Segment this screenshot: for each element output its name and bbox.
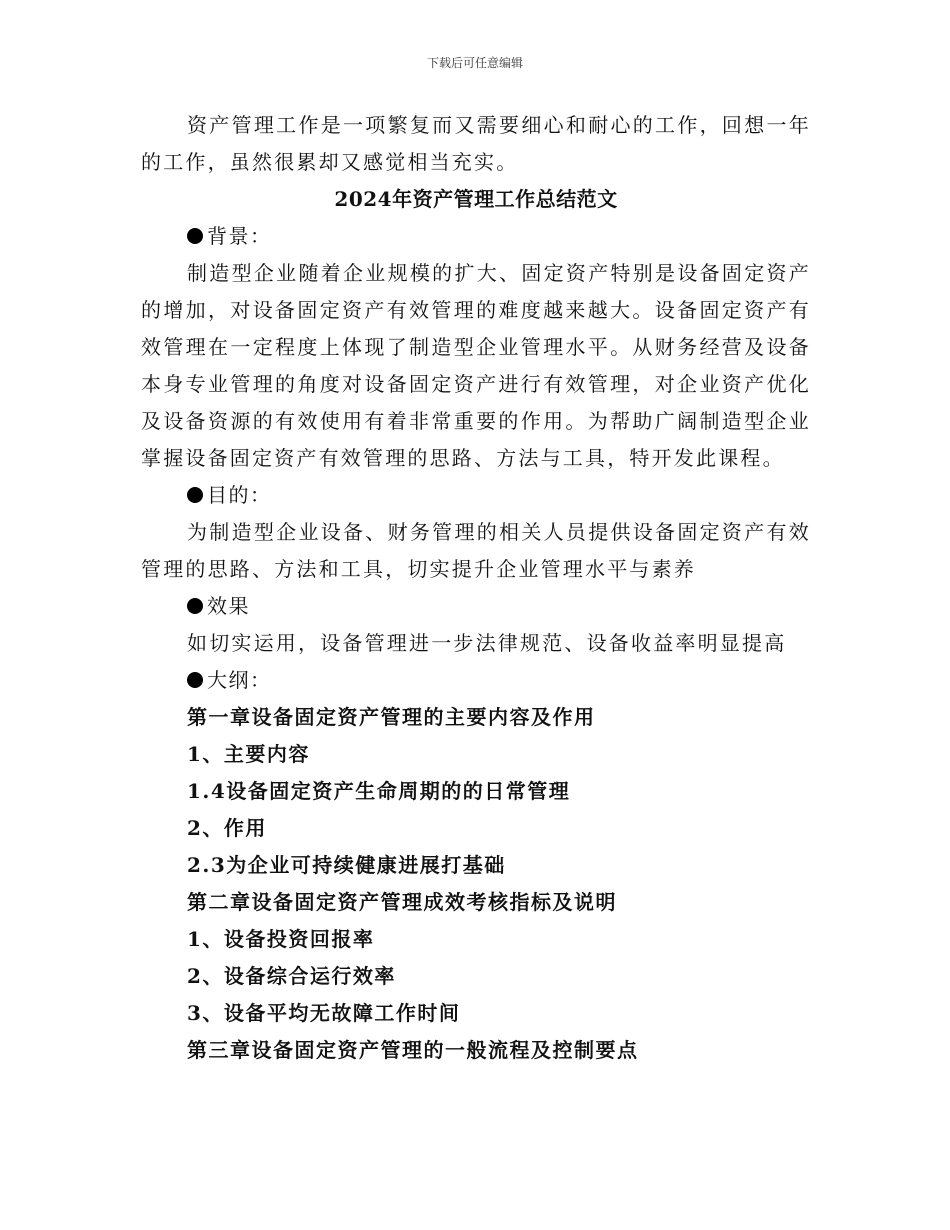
background-paragraph: 制造型企业随着企业规模的扩大、固定资产特别是设备固定资产的增加，对设备固定资产有效管理的难度越来越大。设备固定资产有效管理在一定程度上体现了制造型企业管理水平。从财务经营及设备本身专业管理的角度对设备固定资产进行有效管理，对企业资产优化及设备资源的有效使用有着非常重要的作用。为帮助广阔制造型企业掌握设备固定资产有效管理的思路、方法与工具，特开发此课程。 [141, 261, 811, 470]
document-body [141, 107, 811, 1069]
outline-item: 1、设备投资回报率 [187, 927, 375, 951]
background-heading [141, 218, 811, 255]
intro-paragraph: 资产管理工作是一项繁复而又需要细心和耐心的工作，回想一年的工作，虽然很累却又感觉相当充实。 [141, 113, 811, 174]
goal-paragraph: 为制造型企业设备、财务管理的相关人员提供设备固定资产有效管理的思路、方法和工具，切实提升企业管理水平与素养 [141, 520, 811, 581]
outline-item: 第二章设备固定资产管理成效考核指标及说明 [187, 890, 617, 914]
goal-label: 目的： [207, 483, 272, 507]
page-header: 下载后可任意编辑 [426, 56, 523, 70]
outline-item: 1、主要内容 [187, 742, 310, 766]
outline-item: 第一章设备固定资产管理的主要内容及作用 [187, 705, 596, 729]
bullet-icon [187, 487, 203, 503]
bullet-icon [187, 228, 203, 244]
outline-item: 2、设备综合运行效率 [187, 964, 396, 988]
bullet-icon [187, 672, 203, 688]
outline-item: 2、作用 [187, 816, 267, 840]
background-label: 背景： [207, 224, 272, 248]
outline-heading [141, 662, 811, 699]
outline-item: 2.3为企业可持续健康进展打基础 [187, 853, 506, 877]
outline-item: 1.4设备固定资产生命周期的的日常管理 [187, 779, 571, 803]
effect-paragraph: 如切实运用，设备管理进一步法律规范、设备收益率明显提高 [187, 631, 787, 655]
outline-item: 第三章设备固定资产管理的一般流程及控制要点 [187, 1038, 639, 1062]
document-title: 2024年资产管理工作总结范文 [334, 187, 618, 211]
effect-label: 效果 [207, 594, 250, 618]
bullet-icon [187, 598, 203, 614]
goal-heading [141, 477, 811, 514]
outline-label: 大纲： [207, 668, 272, 692]
outline-item: 3、设备平均无故障工作时间 [187, 1001, 461, 1025]
effect-heading [141, 588, 811, 625]
